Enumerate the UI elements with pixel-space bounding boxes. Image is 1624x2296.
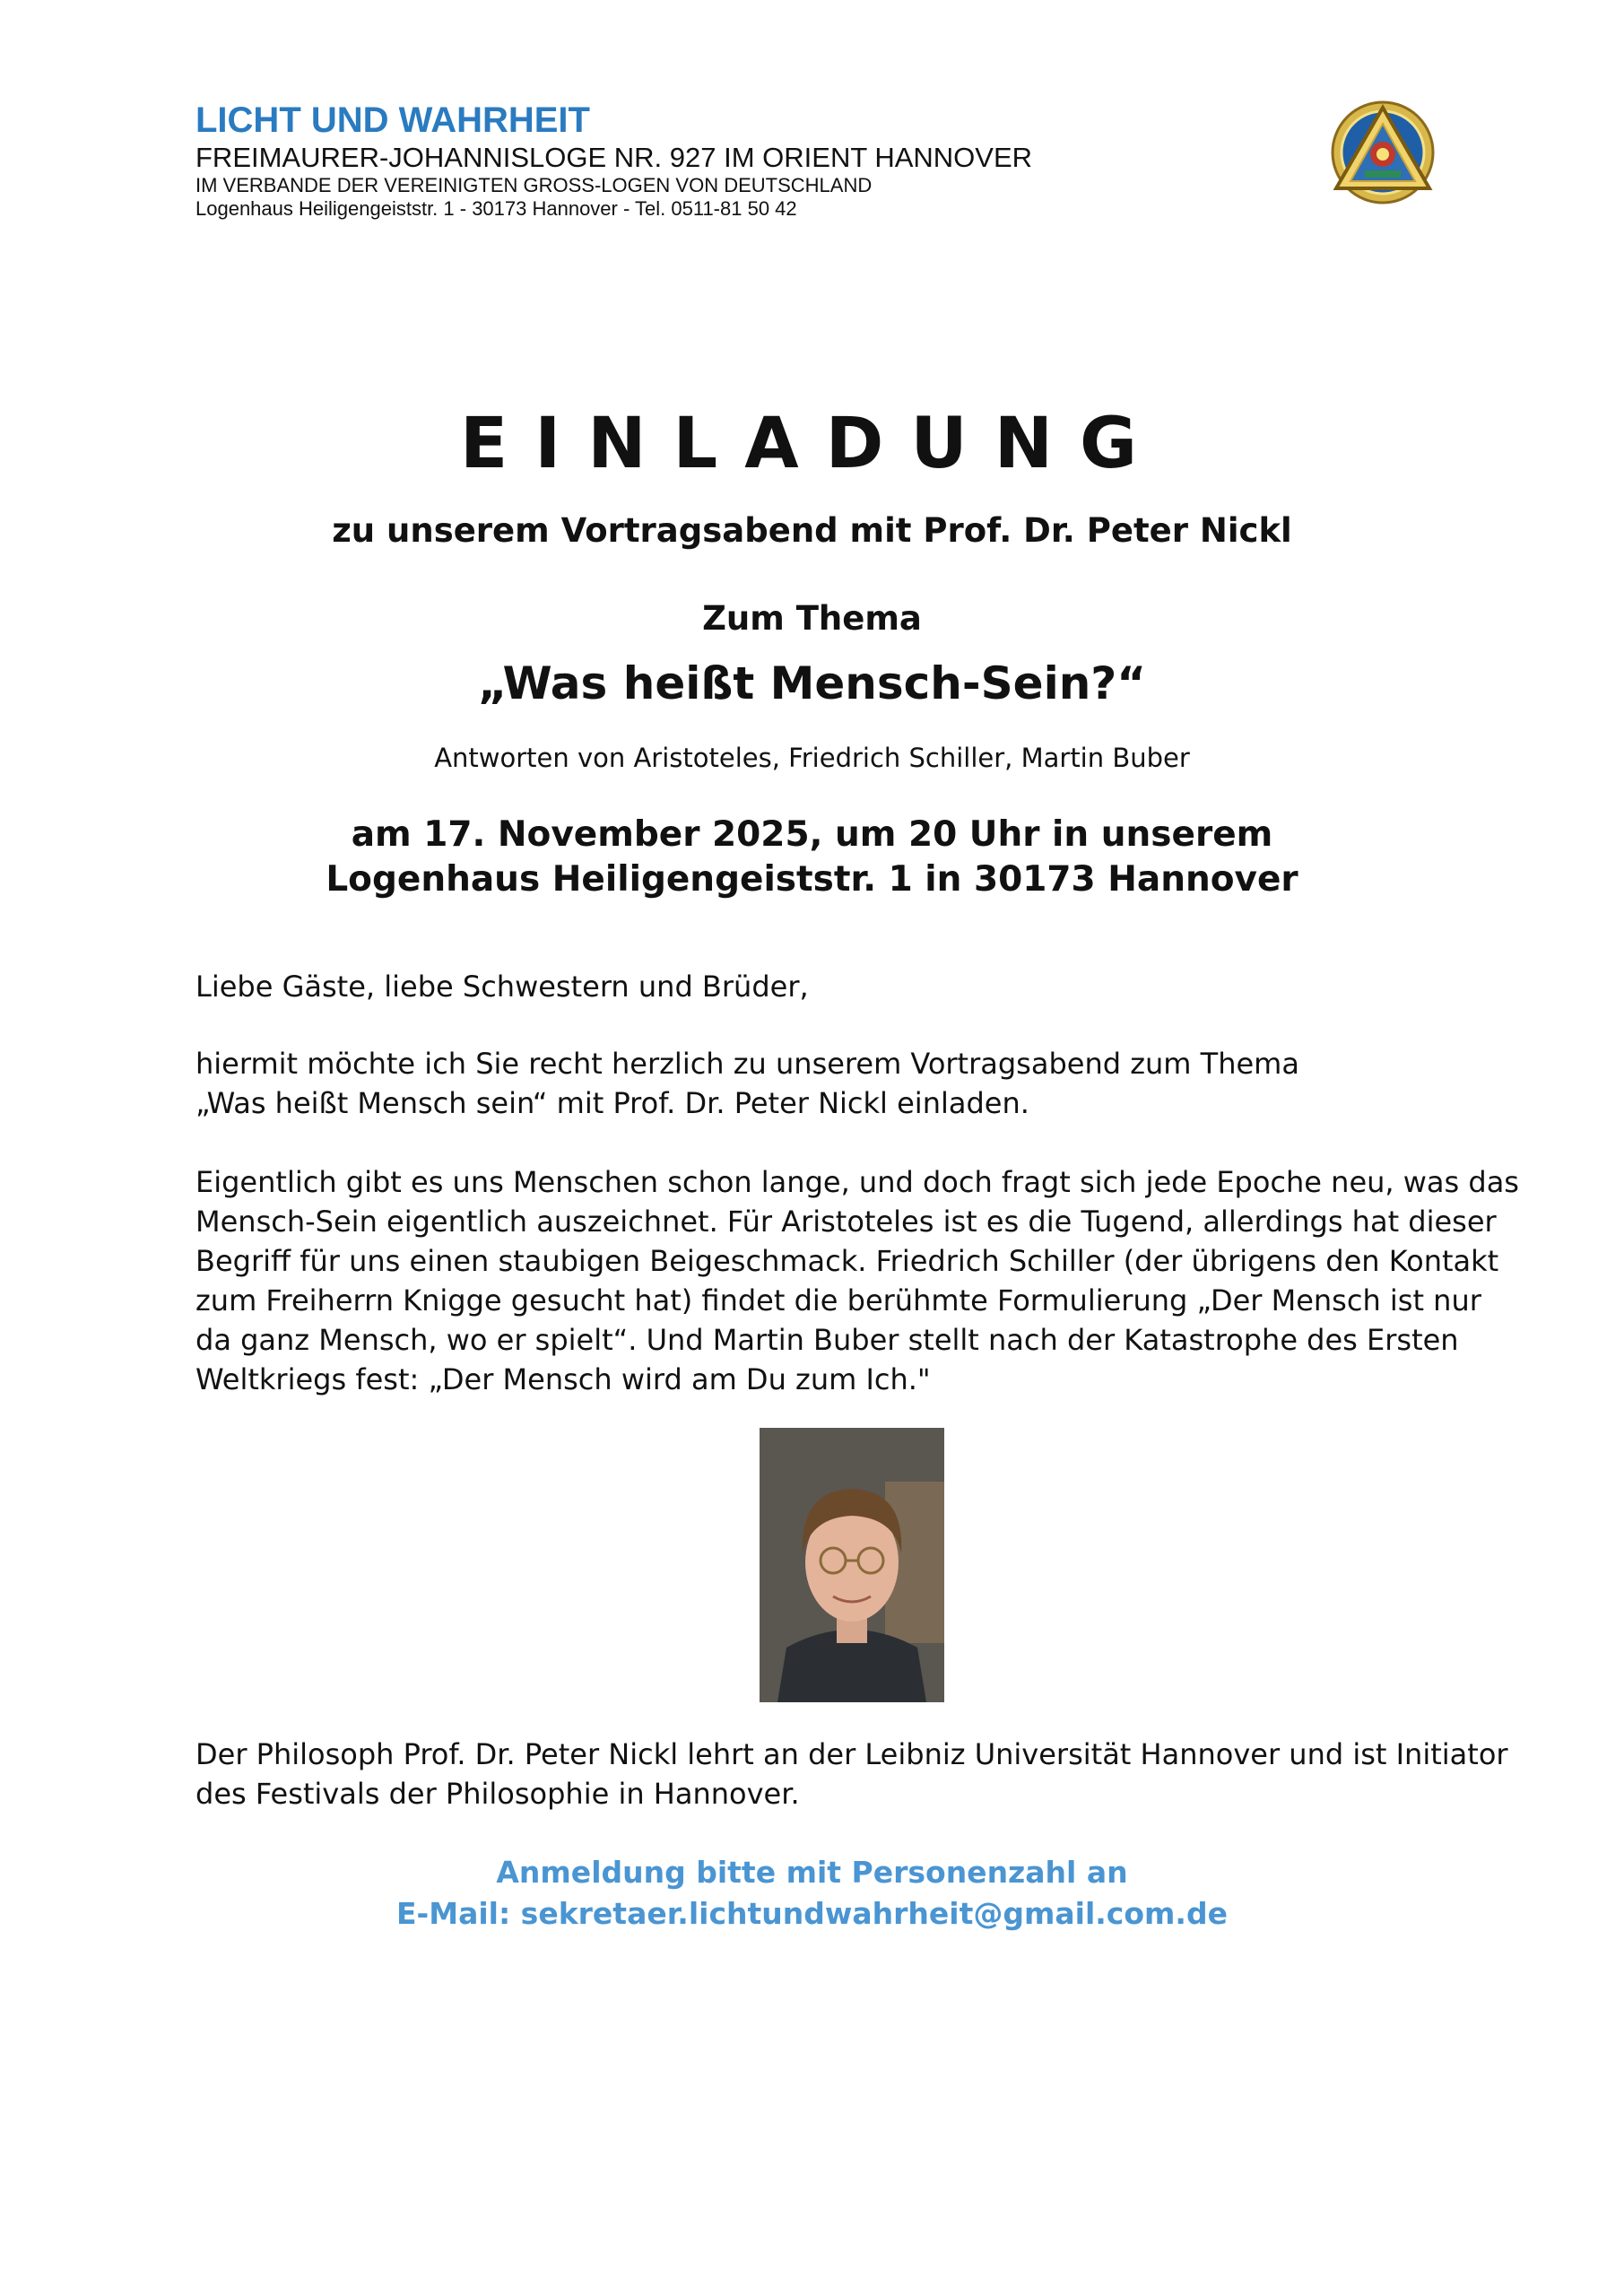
lodge-name: FREIMAURER-JOHANNISLOGE NR. 927 IM ORIENT HANNOVER: [195, 142, 1033, 173]
paragraph-invitation-line1: hiermit möchte ich Sie recht herzlich zu unserem Vortragsabend zum Thema: [195, 1047, 1299, 1081]
lodge-emblem-icon: [1329, 99, 1437, 206]
theme-subtitle: Antworten von Aristoteles, Friedrich Schiller, Martin Buber: [434, 743, 1190, 773]
paragraph-invitation: [195, 1044, 1523, 1123]
greeting: Liebe Gäste, liebe Schwestern und Brüder,: [195, 970, 809, 1004]
speaker-photo: [760, 1428, 944, 1702]
theme-label: Zum Thema: [702, 599, 922, 638]
invitation-intro: zu unserem Vortragsabend mit Prof. Dr. Peter Nickl: [332, 511, 1292, 550]
letterhead: [195, 99, 1272, 221]
registration-note: Anmeldung bitte mit Personenzahl an: [496, 1855, 1128, 1890]
speaker-bio: Der Philosoph Prof. Dr. Peter Nickl lehrt an der Leibniz Universität Hannover und ist Initiator des Festivals der Philosophie in Hannover.: [195, 1737, 1508, 1811]
event-date: am 17. November 2025, um 20 Uhr in unserem: [351, 814, 1273, 855]
page-title: EINLADUNG: [459, 404, 1165, 484]
theme-title: „Was heißt Mensch-Sein?“: [477, 657, 1147, 709]
event-location: Logenhaus Heiligengeiststr. 1 in 30173 Hannover: [326, 859, 1298, 900]
paragraph-topic: Eigentlich gibt es uns Menschen schon lange, und doch fragt sich jede Epoche neu, was das Mensch-Sein eigentlich auszeichnet. Für Aristoteles ist es die Tugend, allerdings hat dieser Begriff für uns einen staubigen Beigeschmack. Friedrich Schiller (der übrigens den Kontakt zum Freiherrn Knigge gesucht hat) findet die berühmte Formulierung „Der Mensch ist nur da ganz Mensch, wo er spielt“. Und Martin Buber stellt nach der Katastrophe des Ersten Weltkriegs fest: „Der Mensch wird am Du zum Ich.": [195, 1165, 1519, 1396]
registration-email[interactable]: E-Mail: sekretaer.lichtundwahrheit@gmail.com.de: [396, 1896, 1228, 1931]
organization-name: LICHT UND WAHRHEIT: [195, 100, 590, 140]
paragraph-invitation-line2: „Was heißt Mensch sein“ mit Prof. Dr. Peter Nickl einladen.: [195, 1086, 1029, 1120]
federation-line: IM VERBANDE DER VEREINIGTEN GROSS-LOGEN VON DEUTSCHLAND: [195, 174, 873, 196]
address-line: Logenhaus Heiligengeiststr. 1 - 30173 Hannover - Tel. 0511-81 50 42: [195, 197, 797, 220]
